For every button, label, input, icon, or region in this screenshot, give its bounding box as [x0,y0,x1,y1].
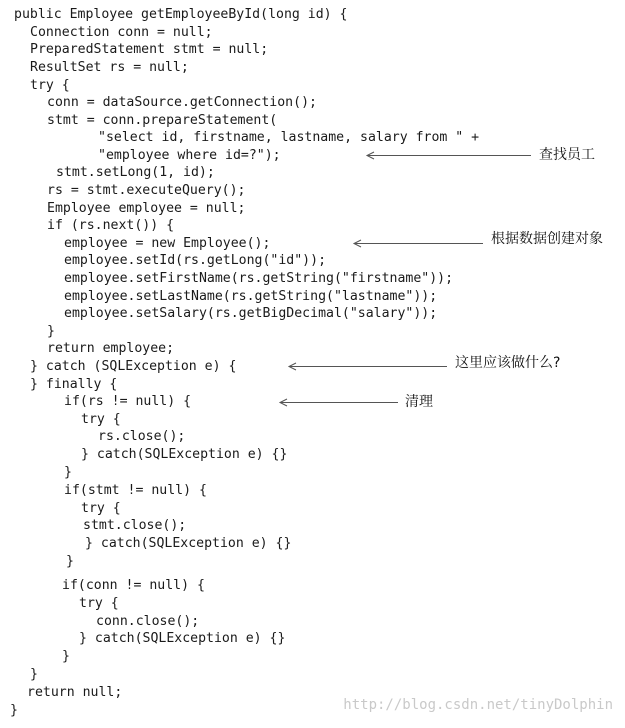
code-line: conn.close(); [96,614,200,629]
code-line: employee.setId(rs.getLong("id")); [64,253,327,268]
code-line: stmt = conn.prepareStatement( [47,113,278,128]
code-line: PreparedStatement stmt = null; [30,42,269,57]
code-line: } [62,649,70,664]
left-arrow-icon [365,151,531,160]
code-line: } [30,667,38,682]
code-line: } catch(SQLException e) {} [85,536,292,551]
code-line: } [10,703,18,718]
code-line: if(conn != null) { [62,578,205,593]
code-line: if(stmt != null) { [64,483,207,498]
annotation-what-to-do: 这里应该做什么? [455,355,561,371]
code-line: rs.close(); [98,429,186,444]
left-arrow-icon [352,239,483,248]
code-line: } [64,465,72,480]
code-line: Connection conn = null; [30,25,213,40]
code-line: try { [79,596,119,611]
code-line: employee.setFirstName(rs.getString("firstname")); [64,271,454,286]
code-line: employee = new Employee(); [64,236,271,251]
code-line: return employee; [47,341,175,356]
annotation-cleanup: 清理 [405,394,433,410]
left-arrow-icon [287,362,447,371]
code-line: "select id, firstname, lastname, salary from " + [98,130,480,145]
code-line: } catch(SQLException e) {} [79,631,286,646]
code-line: ResultSet rs = null; [30,60,189,75]
watermark: http://blog.csdn.net/tinyDolphin [343,697,613,713]
code-line: if (rs.next()) { [47,218,175,233]
annotation-find-employee: 查找员工 [539,147,595,163]
code-line: conn = dataSource.getConnection(); [47,95,317,110]
code-line: } catch(SQLException e) {} [81,447,288,462]
code-line: rs = stmt.executeQuery(); [47,183,246,198]
code-line: employee.setSalary(rs.getBigDecimal("salary")); [64,306,438,321]
code-line: try { [81,412,121,427]
code-line: } [66,554,74,569]
code-line: "employee where id=?"); [98,148,281,163]
annotation-create-object: 根据数据创建对象 [491,231,603,247]
code-line: } [47,324,55,339]
code-line: try { [81,501,121,516]
code-line: Employee employee = null; [47,201,246,216]
code-line: employee.setLastName(rs.getString("lastname")); [64,289,438,304]
code-line: stmt.close(); [83,518,187,533]
code-line: public Employee getEmployeeById(long id) { [14,7,348,22]
code-line: } finally { [30,377,118,392]
code-line: stmt.setLong(1, id); [56,165,215,180]
code-line: } catch (SQLException e) { [30,359,237,374]
code-line: if(rs != null) { [64,394,192,409]
code-line: try { [30,78,70,93]
left-arrow-icon [278,398,398,407]
code-line: return null; [27,685,123,700]
